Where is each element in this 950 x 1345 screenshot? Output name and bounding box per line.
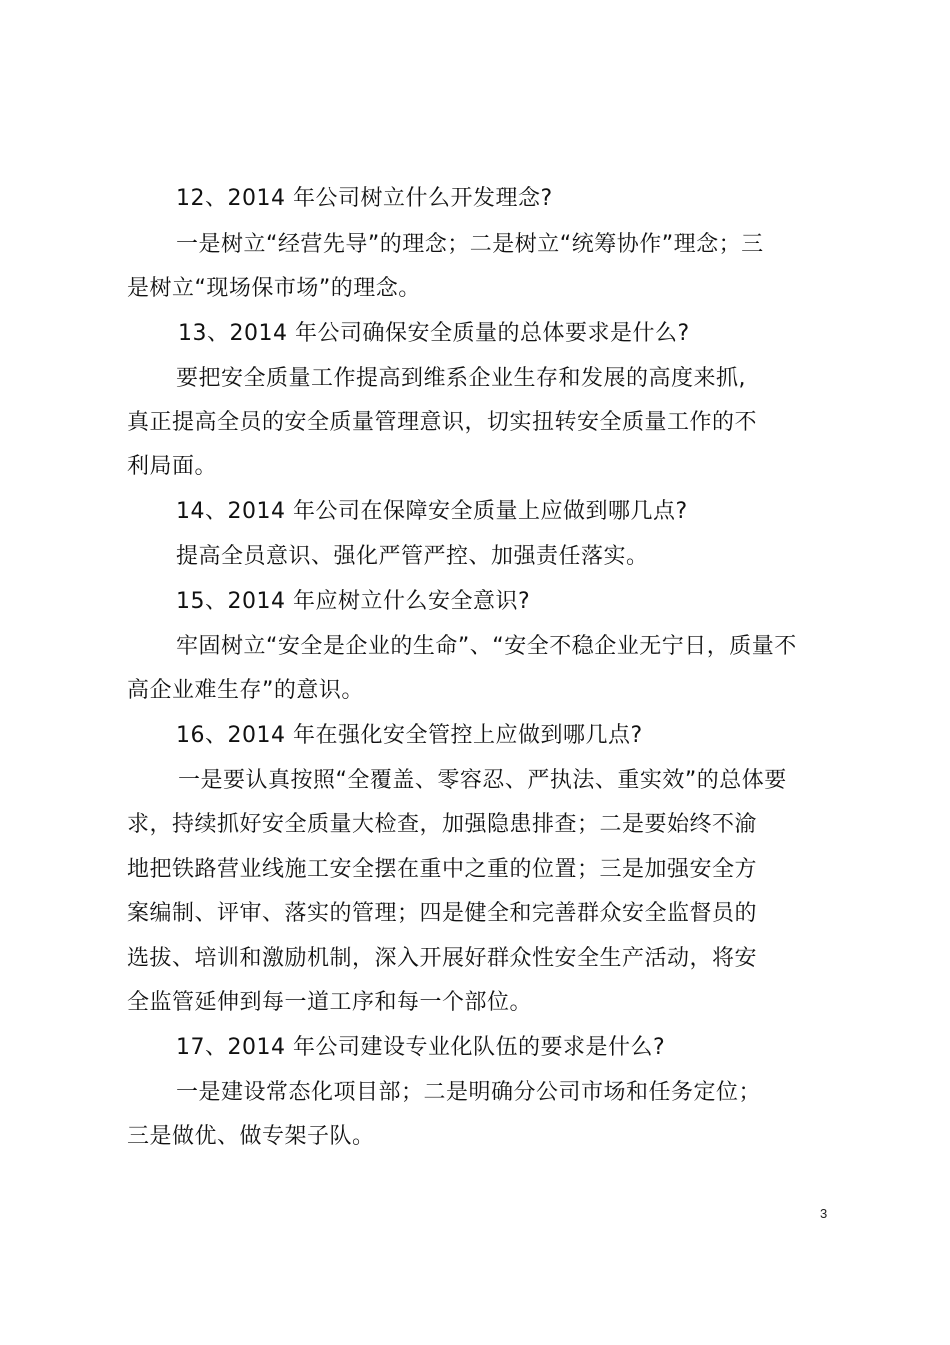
question-13: 13、2014 年公司确保安全质量的总体要求是什么?	[178, 321, 690, 346]
answer-16-line-5: 选拔、培训和激励机制，深入开展好群众性安全生产活动，将安	[127, 946, 758, 971]
question-15: 15、2014 年应树立什么安全意识?	[176, 589, 531, 614]
answer-16-line-2: 求，持续抓好安全质量大检查，加强隐患排查；二是要始终不渝	[127, 812, 758, 837]
answer-12-line-1: 一是树立“经营先导”的理念；二是树立“统筹协作”理念；三	[176, 232, 764, 257]
question-16: 16、2014 年在强化安全管控上应做到哪几点?	[176, 723, 643, 748]
question-14: 14、2014 年公司在保障安全质量上应做到哪几点?	[176, 499, 688, 524]
question-12: 12、2014 年公司树立什么开发理念?	[176, 186, 553, 211]
answer-14-line-1: 提高全员意识、强化严管严控、加强责任落实。	[176, 544, 649, 569]
answer-17-line-2: 三是做优、做专架子队。	[127, 1124, 375, 1149]
answer-17-line-1: 一是建设常态化项目部；二是明确分公司市场和任务定位；	[176, 1080, 762, 1105]
answer-16-line-1: 一是要认真按照“全覆盖、零容忍、严执法、重实效”的总体要	[178, 768, 787, 793]
answer-16-line-4: 案编制、评审、落实的管理；四是健全和完善群众安全监督员的	[127, 901, 758, 926]
page-number: 3	[820, 1206, 828, 1221]
answer-15-line-2: 高企业难生存”的意识。	[127, 678, 364, 703]
answer-15-line-1: 牢固树立“安全是企业的生命”、“安全不稳企业无宁日，质量不	[176, 634, 797, 659]
question-17: 17、2014 年公司建设专业化队伍的要求是什么?	[176, 1035, 666, 1060]
answer-13-line-2: 真正提高全员的安全质量管理意识，切实扭转安全质量工作的不	[127, 410, 758, 435]
answer-16-line-3: 地把铁路营业线施工安全摆在重中之重的位置；三是加强安全方	[127, 857, 758, 882]
answer-16-line-6: 全监管延伸到每一道工序和每一个部位。	[127, 990, 533, 1015]
answer-13-line-1: 要把安全质量工作提高到维系企业生存和发展的高度来抓,	[176, 366, 746, 391]
answer-13-line-3: 利局面。	[127, 454, 218, 479]
answer-12-line-2: 是树立“现场保市场”的理念。	[127, 276, 421, 301]
